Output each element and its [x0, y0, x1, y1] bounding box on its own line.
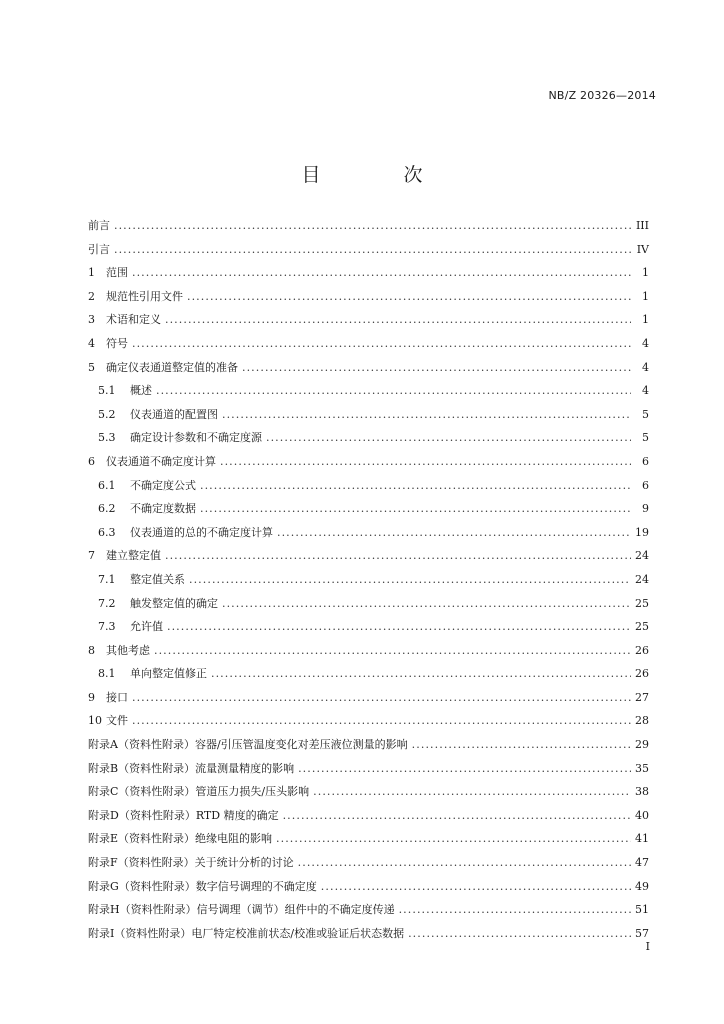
toc-dot-leader	[132, 714, 631, 727]
footer-page-number: I	[645, 940, 650, 953]
toc-page-number: 4	[642, 384, 649, 398]
toc-entry[interactable]	[88, 524, 649, 548]
toc-entry-title: 触发整定值的确定	[130, 596, 218, 610]
toc-entry[interactable]	[88, 878, 649, 902]
toc-entry[interactable]	[88, 429, 649, 453]
toc-dot-leader	[412, 738, 631, 751]
toc-dot-leader	[298, 856, 631, 869]
toc-page-number: 4	[642, 360, 649, 374]
toc-entry[interactable]	[88, 783, 649, 807]
toc-dot-leader	[408, 927, 631, 940]
toc-entry[interactable]	[88, 642, 649, 666]
toc-entry-title: 电厂特定校准前状态/校准或验证后状态数据	[191, 926, 405, 940]
toc-entry-title: 仪表通道不确定度计算	[106, 454, 216, 468]
toc-section-number: 7.1	[98, 572, 116, 586]
toc-entry[interactable]	[88, 241, 649, 265]
toc-entry-title: 仪表通道的总的不确定度计算	[130, 525, 273, 539]
toc-entry-title: 规范性引用文件	[106, 289, 183, 303]
toc-dot-leader	[165, 549, 631, 562]
toc-page-number: 27	[635, 690, 649, 704]
toc-dot-leader	[156, 384, 631, 397]
toc-entry[interactable]	[88, 760, 649, 784]
toc-page-number: III	[635, 219, 649, 232]
toc-entry[interactable]	[88, 217, 649, 241]
toc-entry[interactable]	[88, 571, 649, 595]
toc-appendix-label: 附录E（资料性附录）	[88, 832, 196, 846]
toc-appendix-label: 附录I（资料性附录）	[88, 926, 192, 940]
toc-dot-leader	[222, 597, 631, 610]
toc-dot-leader	[132, 266, 631, 279]
toc-page-number: 5	[642, 431, 649, 445]
toc-page-number: 4	[642, 336, 649, 350]
toc-section-number: 8	[88, 643, 95, 657]
toc-dot-leader	[298, 762, 631, 775]
toc-section-number: 3	[88, 313, 95, 327]
toc-dot-leader	[277, 526, 631, 539]
toc-entry-title: 前言	[88, 219, 110, 232]
toc-entry-title: 其他考虑	[106, 643, 150, 657]
toc-entry-title: 确定仪表通道整定值的准备	[106, 360, 238, 374]
toc-dot-leader	[165, 313, 631, 326]
toc-dot-leader	[167, 620, 631, 633]
toc-page-number: 47	[635, 856, 649, 870]
toc-entry-title: 绝缘电阻的影响	[195, 832, 273, 846]
toc-section-number: 9	[88, 690, 95, 704]
toc-entry-title: RTD 精度的确定	[195, 808, 279, 822]
toc-section-number: 6	[88, 454, 95, 468]
toc-entry[interactable]	[88, 477, 649, 501]
toc-page-number: 19	[635, 525, 649, 539]
toc-entry[interactable]	[88, 288, 649, 312]
toc-entry[interactable]	[88, 689, 649, 713]
toc-dot-leader	[200, 479, 631, 492]
toc-appendix-label: 附录F（资料性附录）	[88, 856, 195, 870]
toc-entry[interactable]	[88, 500, 649, 524]
toc-page-number: 41	[635, 832, 649, 846]
toc-entry[interactable]	[88, 264, 649, 288]
toc-entry[interactable]	[88, 359, 649, 383]
toc-appendix-label: 附录D（资料性附录）	[88, 808, 196, 822]
toc-section-number: 8.1	[98, 667, 116, 681]
toc-section-number: 6.1	[98, 478, 116, 492]
toc-dot-leader	[200, 502, 631, 515]
toc-page-number: 38	[635, 785, 649, 799]
toc-page-number: 24	[635, 572, 649, 586]
toc-entry[interactable]	[88, 618, 649, 642]
toc-page-number: 28	[635, 714, 649, 728]
toc-dot-leader	[114, 219, 631, 232]
toc-entry-title: 符号	[106, 336, 128, 350]
toc-entry-title: 文件	[106, 714, 128, 728]
toc-page-number: 40	[635, 808, 649, 822]
toc-entry-title: 单向整定值修正	[130, 667, 207, 681]
toc-entry-title: 容器/引压管温度变化对差压液位测量的影响	[194, 738, 408, 752]
toc-page-number: 24	[635, 549, 649, 563]
toc-entry[interactable]	[88, 335, 649, 359]
toc-entry[interactable]	[88, 925, 649, 949]
toc-page-number: 1	[642, 266, 649, 280]
toc-entry-title: 数字信号调理的不确定度	[195, 879, 317, 893]
toc-title: 目 次	[301, 164, 455, 186]
toc-appendix-label: 附录H（资料性附录）	[88, 903, 197, 917]
toc-dot-leader	[313, 785, 631, 798]
toc-page-number: 25	[635, 620, 649, 634]
toc-entry-title: 信号调理（调节）组件中的不确定度传递	[196, 903, 395, 917]
toc-page-number: 49	[635, 879, 649, 893]
toc-entry[interactable]	[88, 830, 649, 854]
toc-section-number: 5.1	[98, 384, 116, 398]
toc-page-number: 1	[642, 313, 649, 327]
toc-dot-leader	[114, 243, 631, 256]
toc-section-number: 10	[88, 714, 102, 728]
table-of-contents	[88, 217, 649, 948]
toc-section-number: 5.2	[98, 407, 116, 421]
toc-entry-title: 确定设计参数和不确定度源	[130, 431, 262, 445]
toc-dot-leader	[399, 903, 631, 916]
toc-section-number: 7	[88, 549, 95, 563]
toc-page-number: 57	[635, 926, 649, 940]
toc-entry-title: 不确定度公式	[130, 478, 196, 492]
toc-section-number: 5	[88, 360, 95, 374]
toc-dot-leader	[266, 431, 631, 444]
toc-page-number: 25	[635, 596, 649, 610]
toc-appendix-label: 附录C（资料性附录）	[88, 785, 196, 799]
toc-dot-leader	[283, 809, 631, 822]
toc-dot-leader	[132, 691, 631, 704]
toc-section-number: 4	[88, 336, 95, 350]
toc-entry[interactable]	[88, 453, 649, 477]
toc-dot-leader	[220, 455, 631, 468]
toc-entry[interactable]	[88, 736, 649, 760]
toc-entry[interactable]	[88, 382, 649, 406]
toc-dot-leader	[132, 337, 631, 350]
toc-entry-title: 接口	[106, 690, 128, 704]
toc-entry-title: 关于统计分析的讨论	[194, 856, 294, 870]
toc-entry-title: 整定值关系	[130, 572, 185, 586]
toc-dot-leader	[242, 361, 631, 374]
toc-entry[interactable]	[88, 665, 649, 689]
toc-entry[interactable]	[88, 595, 649, 619]
toc-appendix-label: 附录B（资料性附录）	[88, 761, 196, 775]
toc-page-number: 26	[635, 643, 649, 657]
toc-page-number: 6	[642, 454, 649, 468]
toc-entry-title: 不确定度数据	[130, 502, 196, 516]
toc-entry[interactable]	[88, 901, 649, 925]
toc-dot-leader	[222, 408, 631, 421]
toc-entry[interactable]	[88, 406, 649, 430]
toc-page-number: 26	[635, 667, 649, 681]
toc-entry[interactable]	[88, 854, 649, 878]
toc-entry-title: 范围	[106, 266, 128, 280]
toc-section-number: 7.2	[98, 596, 116, 610]
toc-page-number: 6	[642, 478, 649, 492]
toc-entry-title: 仪表通道的配置图	[130, 407, 218, 421]
toc-entry-title: 管道压力损失/压头影响	[195, 785, 310, 799]
toc-entry-title: 流量测量精度的影响	[195, 761, 295, 775]
toc-dot-leader	[211, 667, 631, 680]
toc-dot-leader	[276, 832, 631, 845]
toc-section-number: 2	[88, 289, 95, 303]
toc-page-number: 1	[642, 289, 649, 303]
toc-entry[interactable]	[88, 311, 649, 335]
toc-section-number: 1	[88, 266, 95, 280]
toc-dot-leader	[154, 644, 631, 657]
toc-section-number: 6.2	[98, 502, 116, 516]
toc-entry-title: 允许值	[130, 620, 163, 634]
toc-entry[interactable]	[88, 807, 649, 831]
toc-section-number: 5.3	[98, 431, 116, 445]
toc-page-number: 5	[642, 407, 649, 421]
toc-entry[interactable]	[88, 547, 649, 571]
toc-appendix-label: 附录A（资料性附录）	[88, 738, 195, 752]
toc-page-number: IV	[636, 242, 649, 256]
toc-section-number: 7.3	[98, 620, 116, 634]
toc-dot-leader	[187, 290, 631, 303]
toc-entry-title: 建立整定值	[106, 549, 161, 563]
toc-dot-leader	[189, 573, 631, 586]
toc-entry[interactable]	[88, 712, 649, 736]
toc-entry-title: 引言	[88, 242, 110, 256]
toc-page-number: 9	[642, 502, 649, 516]
toc-section-number: 6.3	[98, 525, 116, 539]
toc-dot-leader	[321, 880, 631, 893]
toc-page-number: 29	[635, 738, 649, 752]
toc-entry-title: 概述	[130, 384, 152, 398]
toc-appendix-label: 附录G（资料性附录）	[88, 879, 196, 893]
document-code: NB/Z 20326—2014	[548, 89, 656, 102]
toc-entry-title: 术语和定义	[106, 313, 161, 327]
toc-page-number: 51	[635, 903, 649, 917]
toc-page-number: 35	[635, 761, 649, 775]
